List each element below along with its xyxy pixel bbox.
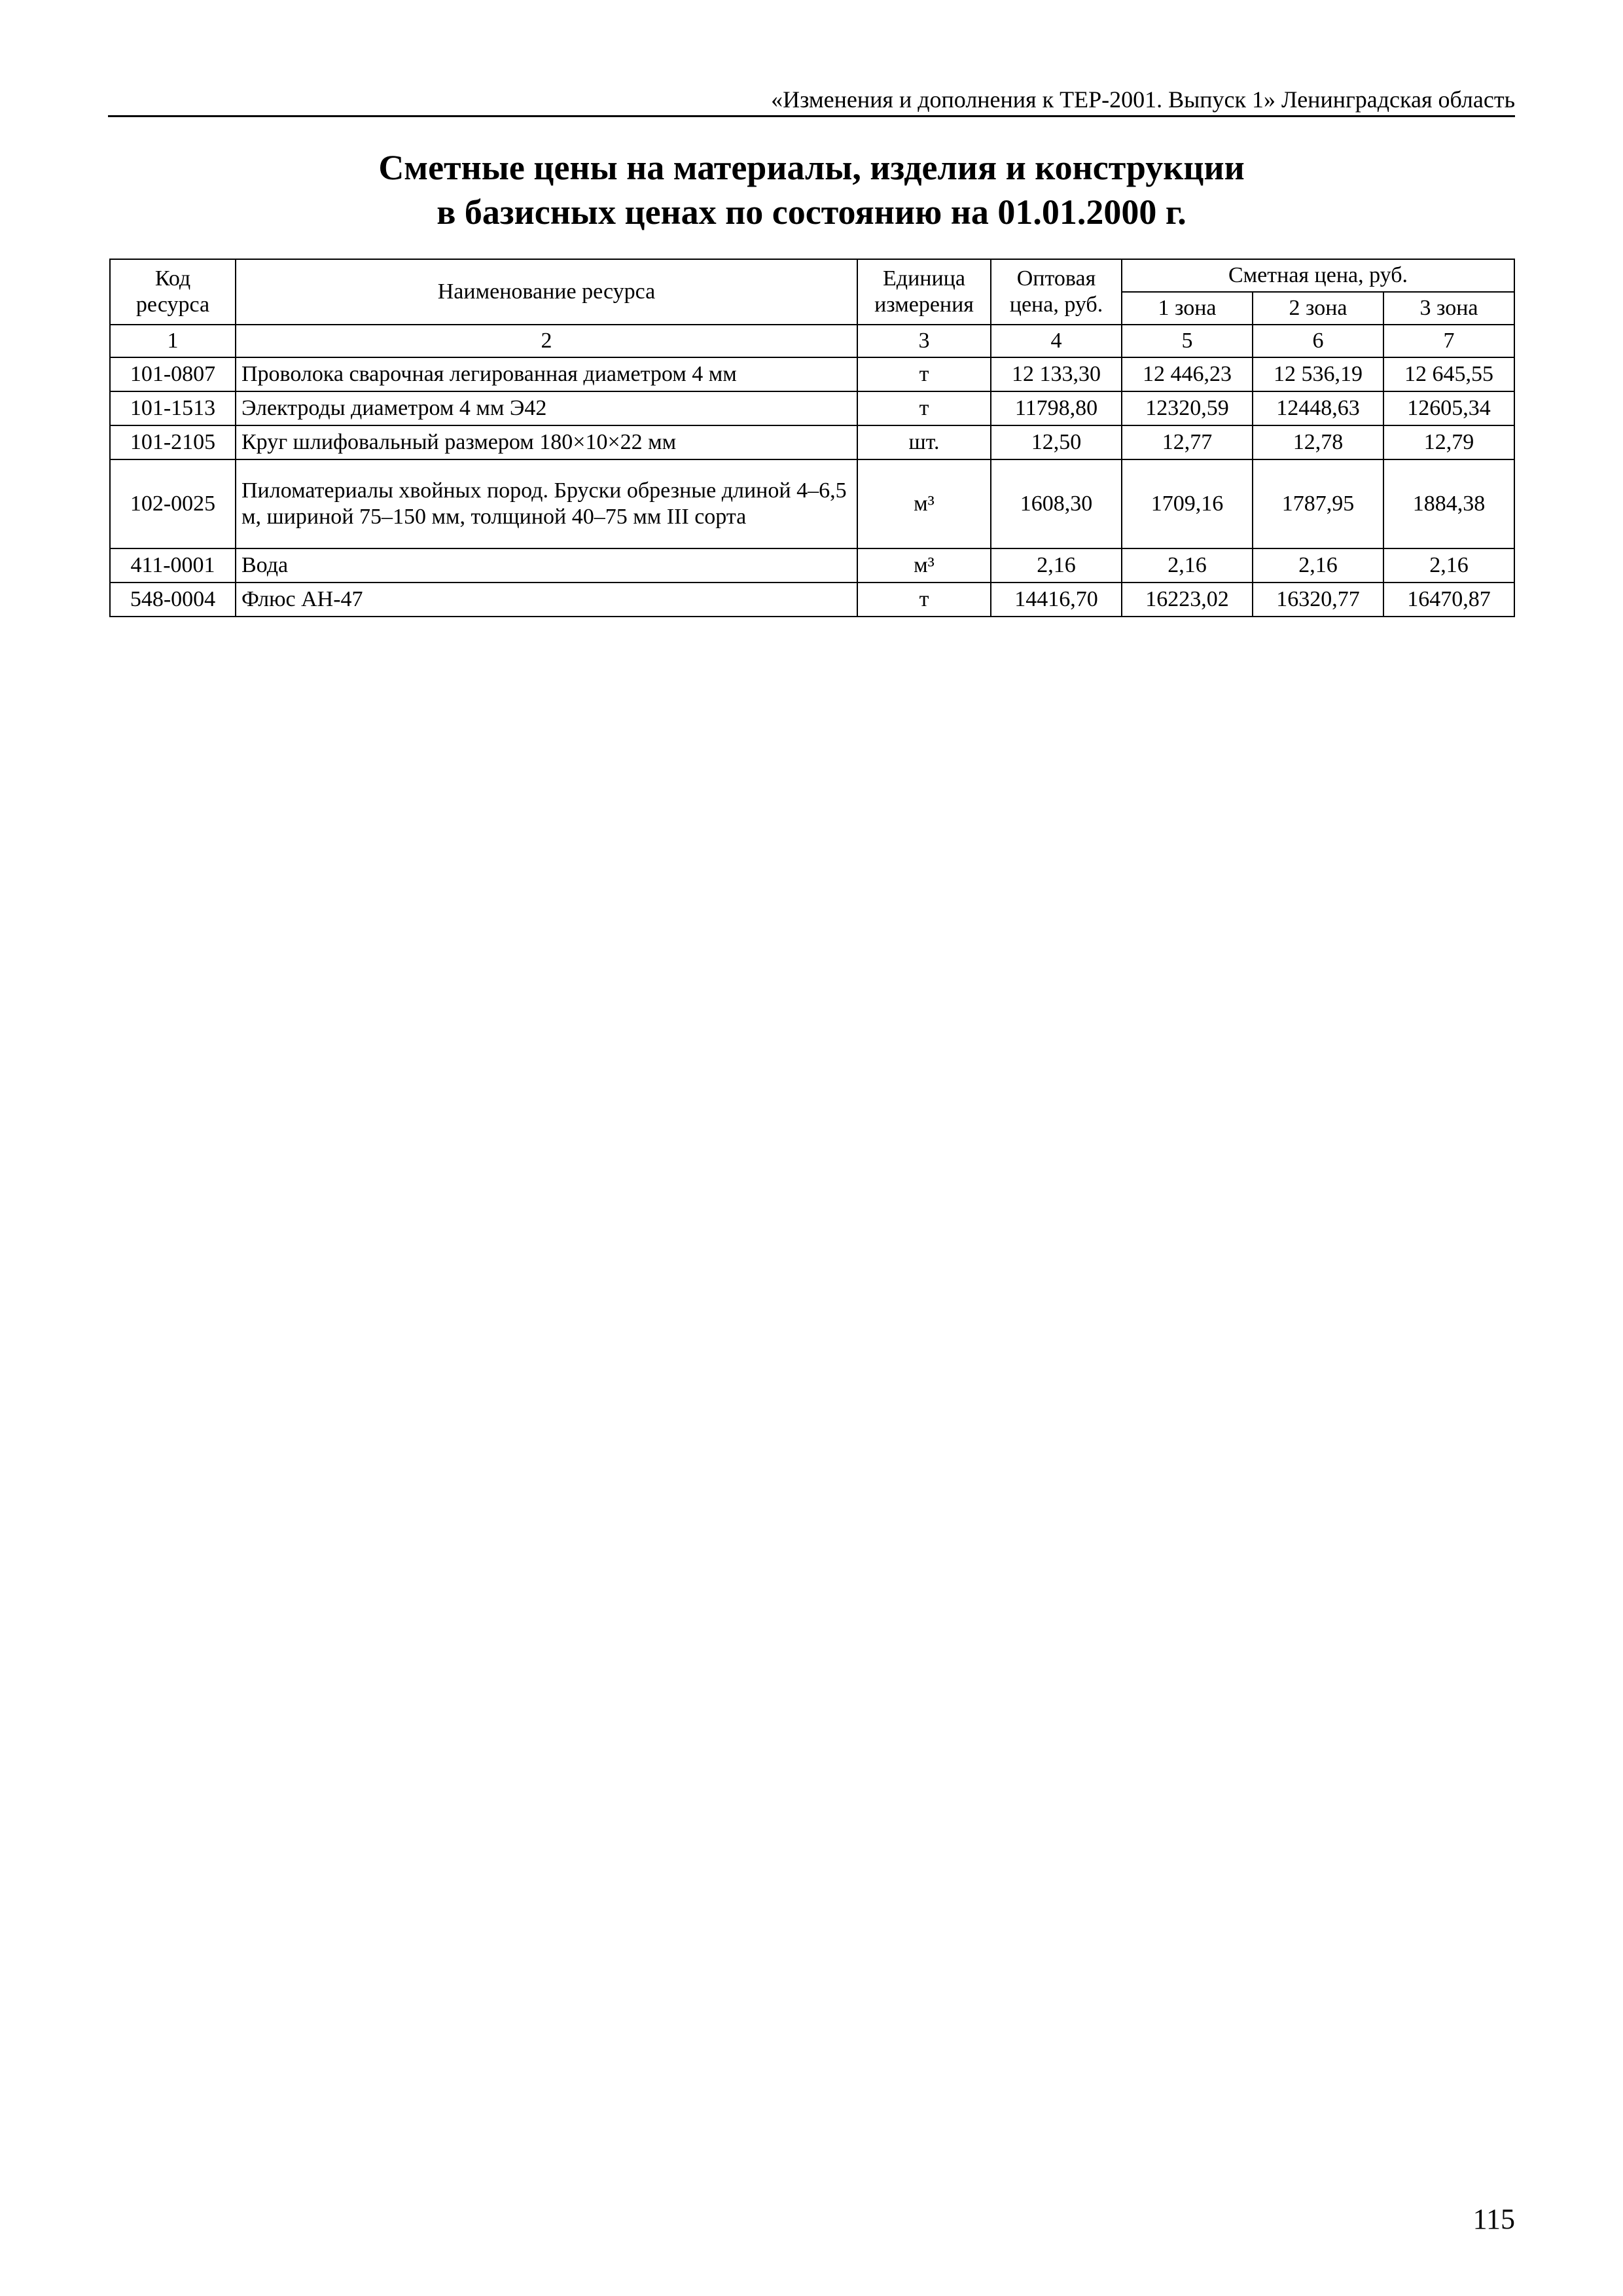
cell-zone-3: 2,16	[1383, 548, 1514, 583]
cell-code: 101-1513	[110, 391, 236, 425]
running-header: «Изменения и дополнения к ТЕР-2001. Выпуск 1» Ленинградская область	[771, 86, 1515, 113]
column-number: 6	[1253, 325, 1383, 357]
column-number: 5	[1122, 325, 1253, 357]
cell-name: Проволока сварочная легированная диаметром 4 мм	[236, 357, 857, 391]
cell-zone-2: 1787,95	[1253, 459, 1383, 548]
cell-unit: т	[857, 391, 991, 425]
cell-zone-3: 16470,87	[1383, 583, 1514, 617]
prices-table	[109, 259, 1515, 617]
table-row	[110, 425, 1514, 459]
cell-zone-2: 16320,77	[1253, 583, 1383, 617]
cell-zone-3: 12 645,55	[1383, 357, 1514, 391]
cell-zone-2: 2,16	[1253, 548, 1383, 583]
cell-name: Электроды диаметром 4 мм Э42	[236, 391, 857, 425]
page-title-line-2: в базисных ценах по состоянию на 01.01.2000 г.	[437, 192, 1186, 232]
cell-wholesale: 12,50	[991, 425, 1122, 459]
cell-zone-2: 12,78	[1253, 425, 1383, 459]
cell-zone-3: 1884,38	[1383, 459, 1514, 548]
column-number: 4	[991, 325, 1122, 357]
table-row	[110, 357, 1514, 391]
cell-name: Круг шлифовальный размером 180×10×22 мм	[236, 425, 857, 459]
column-number: 2	[236, 325, 857, 357]
cell-name: Вода	[236, 548, 857, 583]
cell-unit: м³	[857, 459, 991, 548]
cell-name: Флюс АН-47	[236, 583, 857, 617]
header-estimate-price: Сметная цена, руб.	[1122, 259, 1514, 292]
cell-unit: шт.	[857, 425, 991, 459]
header-zone-3: 3 зона	[1383, 292, 1514, 325]
cell-name: Пиломатериалы хвойных пород. Бруски обрезные длиной 4–6,5 м, шириной 75–150 мм, толщиной 40–75 мм III сорта	[236, 459, 857, 548]
cell-unit: т	[857, 583, 991, 617]
table-row	[110, 459, 1514, 548]
cell-zone-3: 12605,34	[1383, 391, 1514, 425]
cell-wholesale: 12 133,30	[991, 357, 1122, 391]
cell-zone-1: 2,16	[1122, 548, 1253, 583]
cell-code: 548-0004	[110, 583, 236, 617]
table-row	[110, 391, 1514, 425]
column-numbers-row	[110, 325, 1514, 357]
cell-code: 102-0025	[110, 459, 236, 548]
header-rule	[108, 115, 1515, 117]
cell-wholesale: 1608,30	[991, 459, 1122, 548]
cell-zone-1: 1709,16	[1122, 459, 1253, 548]
header-name: Наименование ресурса	[236, 259, 857, 325]
cell-code: 101-2105	[110, 425, 236, 459]
cell-zone-2: 12448,63	[1253, 391, 1383, 425]
header-unit: Единица измерения	[857, 259, 991, 325]
cell-wholesale: 11798,80	[991, 391, 1122, 425]
header-zone-2: 2 зона	[1253, 292, 1383, 325]
page-title-line-1: Сметные цены на материалы, изделия и конструкции	[378, 148, 1245, 187]
cell-zone-2: 12 536,19	[1253, 357, 1383, 391]
cell-zone-1: 12 446,23	[1122, 357, 1253, 391]
table-row	[110, 548, 1514, 583]
cell-zone-1: 12,77	[1122, 425, 1253, 459]
column-number: 1	[110, 325, 236, 357]
header-wholesale-price: Оптовая цена, руб.	[991, 259, 1122, 325]
cell-zone-1: 12320,59	[1122, 391, 1253, 425]
cell-zone-1: 16223,02	[1122, 583, 1253, 617]
header-code: Код ресурса	[110, 259, 236, 325]
column-number: 7	[1383, 325, 1514, 357]
cell-wholesale: 14416,70	[991, 583, 1122, 617]
cell-zone-3: 12,79	[1383, 425, 1514, 459]
page-number: 115	[1472, 2203, 1515, 2235]
cell-code: 411-0001	[110, 548, 236, 583]
cell-wholesale: 2,16	[991, 548, 1122, 583]
cell-unit: т	[857, 357, 991, 391]
header-zone-1: 1 зона	[1122, 292, 1253, 325]
cell-unit: м³	[857, 548, 991, 583]
cell-code: 101-0807	[110, 357, 236, 391]
column-number: 3	[857, 325, 991, 357]
table-row	[110, 583, 1514, 617]
page-title	[108, 145, 1515, 234]
